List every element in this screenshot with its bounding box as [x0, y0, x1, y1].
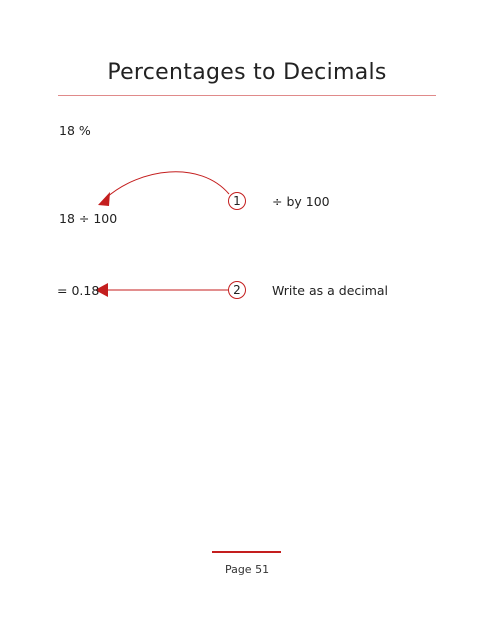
- page-number: Page 51: [224, 563, 270, 576]
- step2-result: = 0.18: [57, 283, 100, 298]
- step1-instruction: ÷ by 100: [272, 194, 330, 209]
- step2-badge: 2: [228, 281, 246, 299]
- step1-result: 18 ÷ 100: [59, 211, 118, 226]
- step1-badge: 1: [228, 192, 246, 210]
- footer-divider: [212, 551, 281, 553]
- step1-arrowhead: [98, 192, 110, 206]
- step1-curved-arrow: [106, 172, 229, 198]
- step2-instruction: Write as a decimal: [272, 283, 389, 298]
- problem-statement: 18 %: [59, 123, 91, 138]
- page-title: Percentages to Decimals: [107, 60, 387, 85]
